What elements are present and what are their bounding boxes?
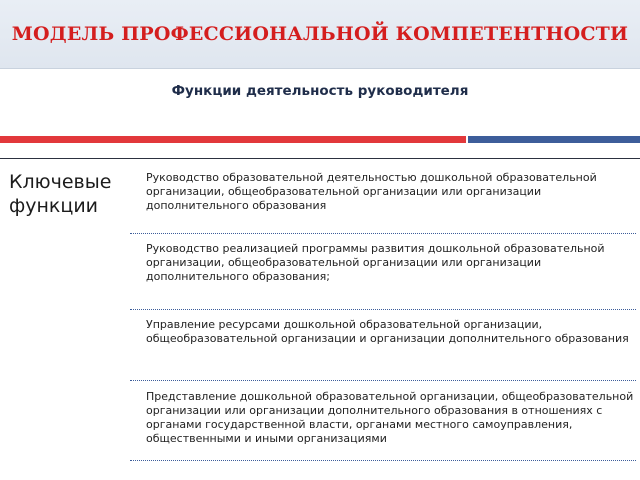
table-top-rule xyxy=(0,158,640,159)
function-row: Руководство реализацией программы развития дошкольной образовательной организации, общеобразовательной организации или организации дополнительного образования; xyxy=(130,234,636,310)
key-functions-heading: Ключевые функции xyxy=(9,171,112,217)
functions-list xyxy=(130,160,636,461)
function-row: Руководство образовательной деятельностью дошкольной образовательной организации, общеобразовательной организации или организации дополнительного образования xyxy=(130,160,636,234)
blue-stripe xyxy=(468,136,640,143)
page-title: МОДЕЛЬ ПРОФЕССИОНАЛЬНОЙ КОМПЕТЕНТНОСТИ xyxy=(11,23,629,45)
red-stripe xyxy=(0,136,466,143)
title-banner xyxy=(0,0,640,69)
function-row: Управление ресурсами дошкольной образовательной организации, общеобразовательной организации и организации дополнительного образования xyxy=(130,310,636,381)
function-row: Представление дошкольной образовательной организации, общеобразовательной организации или организации дополнительного образования в отношениях с органами государственной власти, органами местного самоуправления, общественными и иными организациями xyxy=(130,381,636,461)
subtitle: Функции деятельность руководителя xyxy=(171,83,469,99)
